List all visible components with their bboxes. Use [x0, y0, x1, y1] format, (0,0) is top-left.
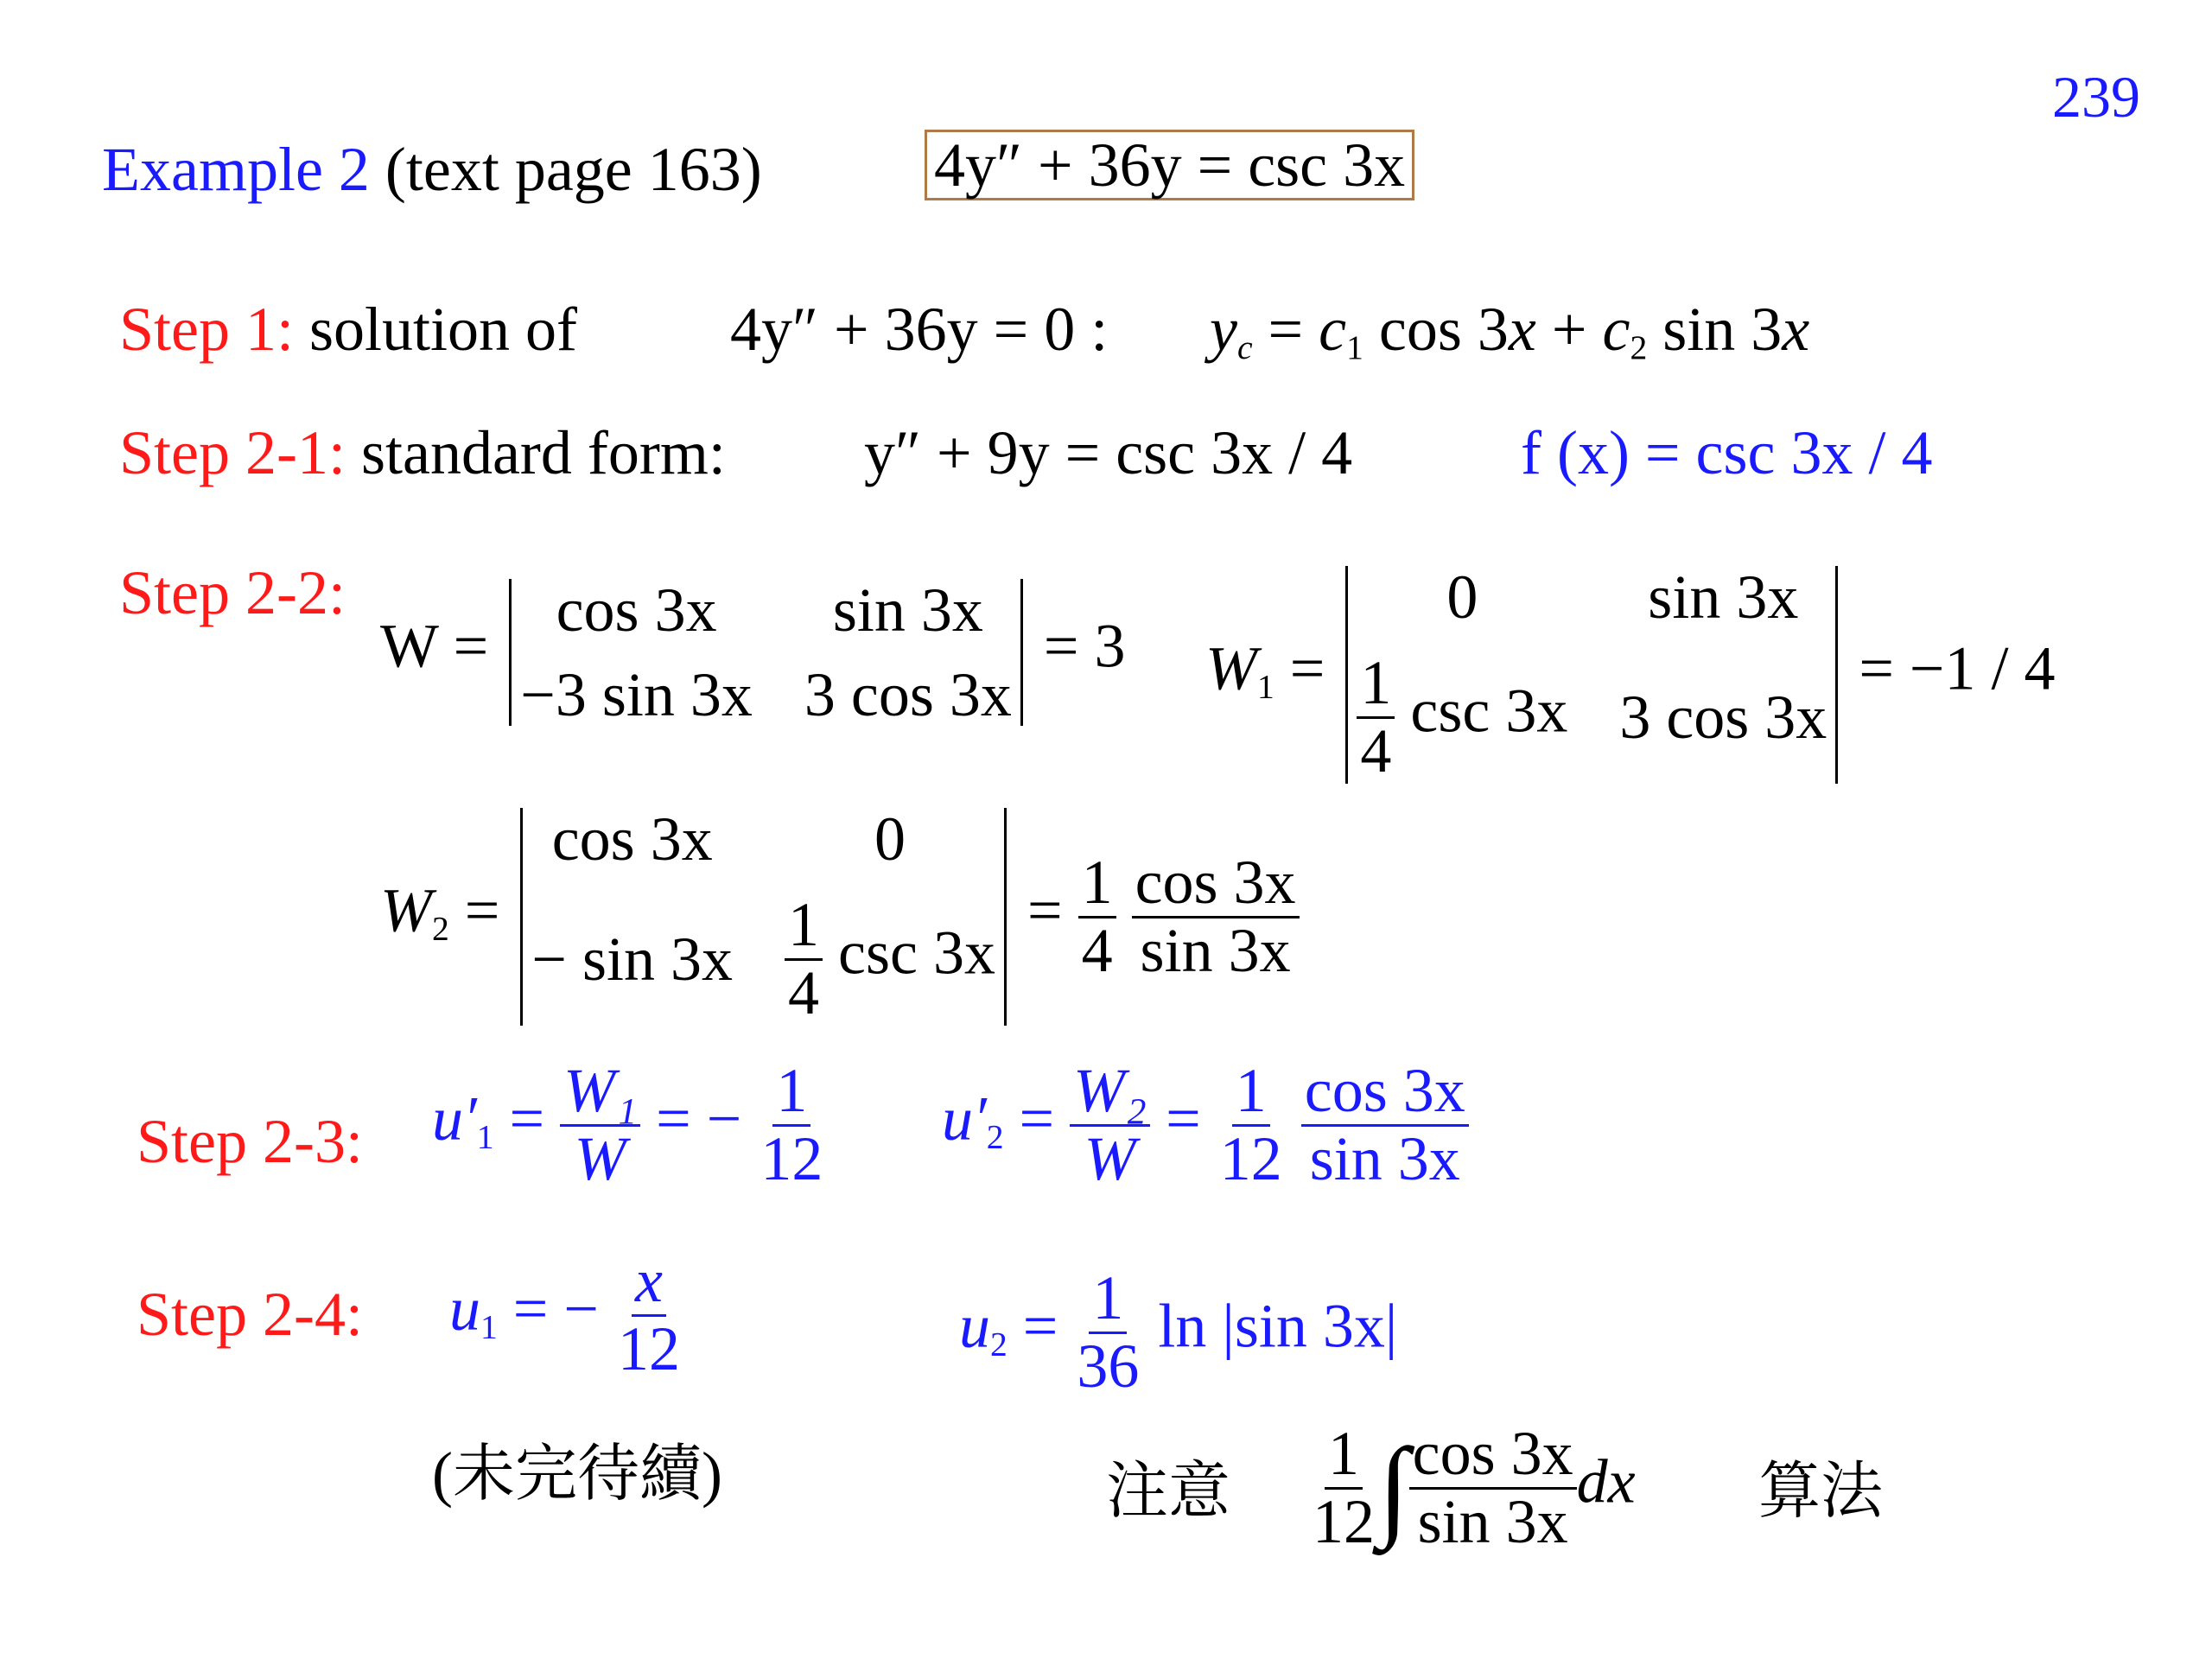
- W-a11: cos 3x: [556, 575, 717, 645]
- example-equation-box: [925, 130, 1414, 200]
- W1-a11: 0: [1446, 563, 1478, 632]
- W2-a11: cos 3x: [551, 804, 713, 874]
- step23-u1prime: $u'_1$ = $\frac{\text{W₁}}{W}$ = − $\frac{1}{12}$: [432, 1056, 823, 1193]
- W1-determinant: [1340, 563, 1843, 785]
- step1-text: solution of: [309, 295, 578, 364]
- W1-lhs: W: [1205, 633, 1257, 703]
- step21-row: [119, 418, 726, 487]
- W2-a21: − sin 3x: [531, 925, 734, 995]
- wronskian-W2: [380, 804, 1300, 1027]
- example-ref: (text page 163): [385, 135, 762, 204]
- W-a12: sin 3x: [832, 575, 983, 645]
- W-determinant: [504, 575, 1028, 729]
- example-equation: 4y″ + 36y = csc 3x: [934, 130, 1406, 200]
- step1-label: Step 1:: [119, 295, 295, 364]
- W-a22: 3 cos 3x: [804, 660, 1012, 729]
- W-lhs: W =: [380, 611, 489, 681]
- W-a21: −3 sin 3x: [520, 660, 753, 729]
- step21-equation: y″ + 9y = csc 3x / 4: [864, 418, 1353, 487]
- W1-eq: =: [1289, 633, 1325, 703]
- integral-expression: $\frac{1}{12}$ ∫ $\frac{\cos 3x}{\sin 3x}$ dx: [1313, 1419, 1636, 1556]
- W2-sub: 2: [431, 909, 449, 948]
- step21-forcing: f (x) = csc 3x / 4: [1521, 418, 1933, 487]
- W2-result-frac2: $\frac{\cos 3x}{\sin 3x}$: [1132, 850, 1300, 983]
- W1-result: = −1 / 4: [1859, 633, 2056, 703]
- W2-lhs: W: [380, 875, 432, 945]
- W1-a22: 3 cos 3x: [1619, 683, 1827, 753]
- page-number: 239: [2052, 64, 2140, 130]
- W-result: = 3: [1043, 611, 1126, 681]
- step24-u2: $u_2$ = $\frac{1}{36}$ ln |sin 3x|: [959, 1263, 1398, 1401]
- W2-a12: 0: [874, 804, 906, 874]
- step23-label: Step 2-3:: [137, 1107, 363, 1176]
- step1-solution: $y_c = c_1$ $\cos 3x + c_2$ sin 3x: [1210, 295, 1810, 366]
- W2-eq: =: [464, 875, 500, 945]
- W1-sub: 1: [1256, 667, 1274, 706]
- W2-determinant: [515, 804, 1012, 1027]
- step1-homogeneous: 4y″ + 36y = 0 :: [730, 295, 1109, 364]
- step24-label: Step 2-4:: [137, 1280, 363, 1349]
- to-be-continued: (未完待續): [432, 1440, 722, 1509]
- W1-a21: $\frac{1}{4}$ csc 3x: [1357, 651, 1567, 784]
- W2-result-eq: =: [1027, 875, 1063, 945]
- W1-a12: sin 3x: [1648, 563, 1799, 632]
- step21-label: Step 2-1:: [119, 418, 346, 487]
- step24-u1: $u_1$ = − $\frac{x}{12}$: [449, 1246, 681, 1383]
- integral-sign: ∫: [1378, 1426, 1409, 1551]
- step1-row: [119, 295, 578, 364]
- W2-a22: $\frac{1}{4}$ csc 3x: [785, 893, 995, 1026]
- step22-label: Step 2-2:: [119, 558, 346, 627]
- wronskian-W: [380, 575, 1126, 729]
- step21-text: standard form:: [360, 418, 726, 487]
- note-label: 注意: [1106, 1457, 1231, 1526]
- step23-u2prime: $u'_2$ = $\frac{\text{W₂}}{W}$ = $\frac{1}{12}$ $\frac{\cos 3x}{\sin 3x}$: [942, 1058, 1469, 1192]
- example-label: Example 2: [102, 135, 370, 204]
- W2-result-frac1: $\frac{1}{4}$: [1078, 850, 1116, 983]
- example-heading: [102, 135, 762, 204]
- method-label: 算法: [1758, 1457, 1884, 1526]
- wronskian-W1: [1205, 563, 2056, 785]
